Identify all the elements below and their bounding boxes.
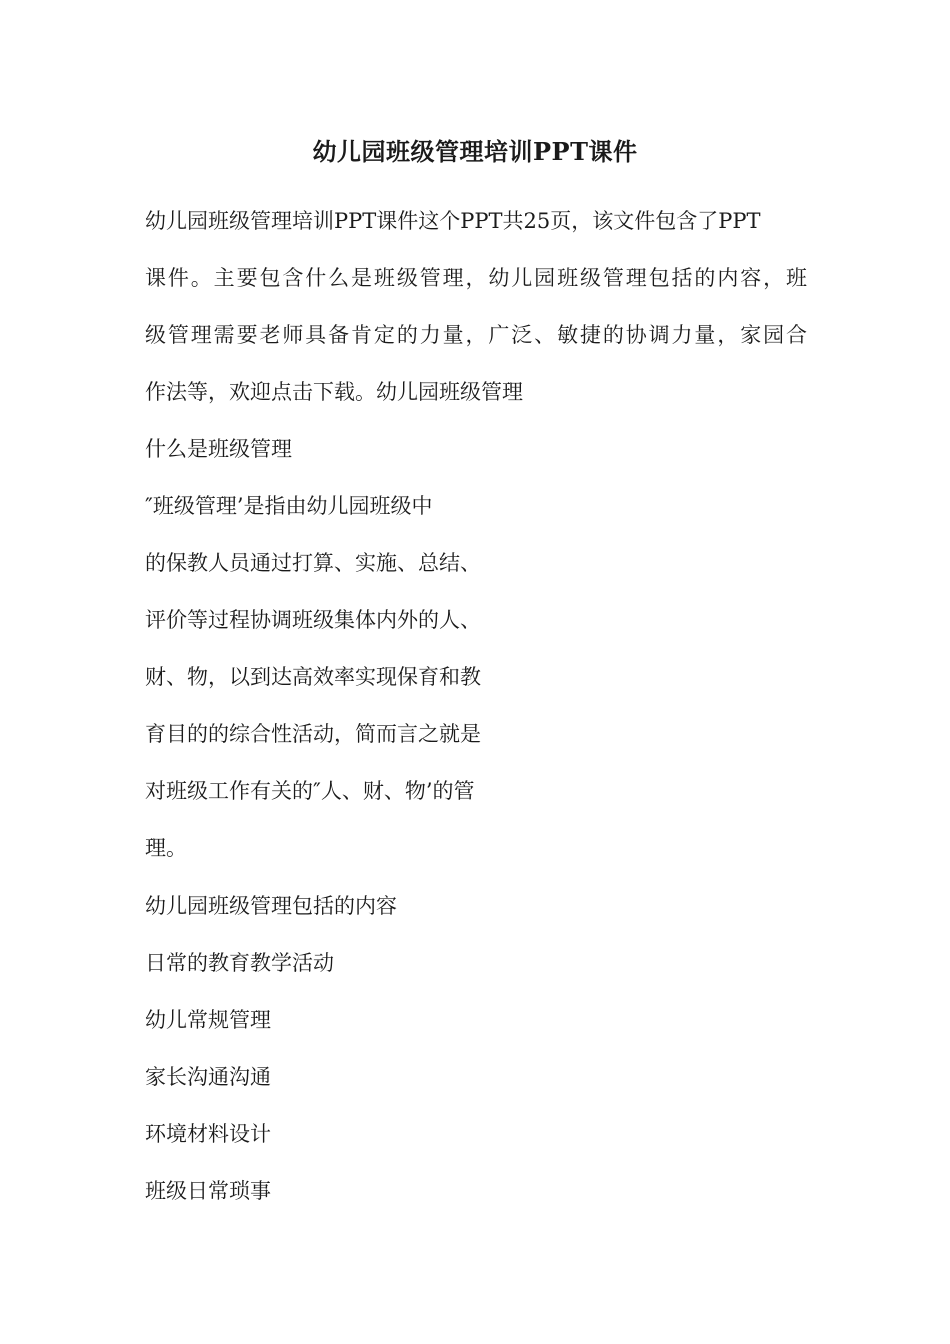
definition-line-6: 对班级工作有关的″人、财、物’的管 xyxy=(145,779,475,803)
definition-line-1: ″班级管理’是指由幼儿园班级中 xyxy=(145,494,433,518)
definition-line-5: 育目的的综合性活动，简而言之就是 xyxy=(145,722,481,746)
intro-line-1: 幼儿园班级管理培训PPT课件这个PPT共25页，该文件包含了PPT xyxy=(145,209,761,233)
content-item-daily-chores: 班级日常琐事 xyxy=(145,1179,271,1203)
intro-line-3: 级管理需要老师具备肯定的力量，广泛、敏捷的协调力量，家园合 xyxy=(145,323,807,347)
intro-line-2: 课件。主要包含什么是班级管理，幼儿园班级管理包括的内容，班 xyxy=(145,266,807,290)
document-title: 幼儿园班级管理培训PPT课件 xyxy=(312,137,638,166)
content-item-environment-materials: 环境材料设计 xyxy=(145,1122,271,1146)
section-heading-management-contents: 幼儿园班级管理包括的内容 xyxy=(145,894,397,918)
section-heading-what-is-class-management: 什么是班级管理 xyxy=(145,437,292,461)
content-item-parent-communication: 家长沟通沟通 xyxy=(145,1065,271,1089)
definition-line-4: 财、物，以到达高效率实现保育和教 xyxy=(145,665,481,689)
content-item-routine-management: 幼儿常规管理 xyxy=(145,1008,271,1032)
definition-line-2: 的保教人员通过打算、实施、总结、 xyxy=(145,551,481,575)
content-item-teaching-activities: 日常的教育教学活动 xyxy=(145,951,334,975)
definition-line-7: 理。 xyxy=(145,836,187,860)
definition-line-3: 评价等过程协调班级集体内外的人、 xyxy=(145,608,481,632)
intro-line-4: 作法等，欢迎点击下载。幼儿园班级管理 xyxy=(145,380,523,404)
